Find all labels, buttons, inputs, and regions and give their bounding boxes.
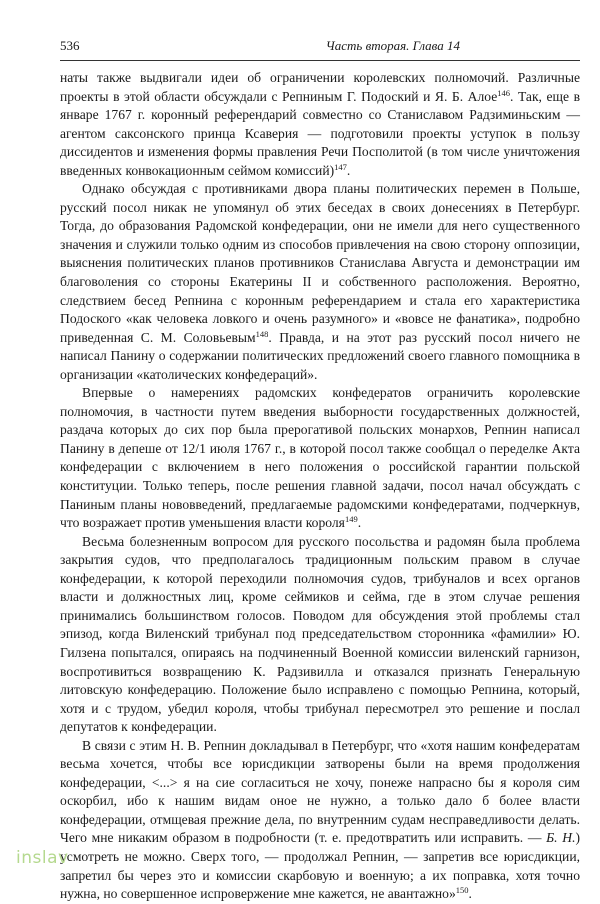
- italic-text: Б. Н.: [546, 830, 576, 846]
- text-run: Однако обсуждая с противниками двора планы политических перемен в Польше, русский посол никак не упомянул об этих беседах в своих донесениях в Петербург. Тогда, до образования Радомской конфедерации, они не имели для него существенного значения и служили только одним из способов привлечения на свою сторону оппозиции, выяснения политических планов противников Станислава Августа и демонстрации им благоволения со стороны Екатерины II и собственного расположения. Вероятно, следствием бесед Репнина с коронным референдарием и стала его характеристика Подоского «как человека ловкого и очень разумного» и «вовсе не фанатика», подробно приведенная С. М. Соловьевым: [60, 181, 580, 345]
- footnote-ref: 150: [455, 885, 469, 896]
- text-run: ) усмотреть не можно. Сверх того, — продолжал Репнин, — запретив все юрисдикции, запретил бы через это и комиссии скарбовую и военную; а их поправка, хотя точно нужна, но совершенное испровержение мне кажется, не авантажно»: [60, 830, 581, 902]
- text-run: Впервые о намерениях радомских конфедератов ограничить королевские полномочия, в частности путем введения выборности государственных должностей, раздача которых до сих пор была прерогативой польских монархов, Репнин написал Панину в депеше от 12/1 июля 1767 г., в которой посол также сообщал о переделке Акта конфедерации с включением в него положения о российской гарантии польской конституции. Только теперь, после решения главной задачи, посол начал обсуждать с Паниным планы нововведений, предлагаемые радомскими конфедератами, подчеркнув, что возражает против уменьшения власти короля: [60, 385, 580, 531]
- text-run: Весьма болезненным вопросом для русского посольства и радомян была проблема закрытия судов, что предполагалось традиционным польским правом в случае конфедерации, к которой переходили полномочия судов, трибуналов и всех органов власти и должностных лиц, кроме сеймиков и сейма, где в этом случае решения принимались большинством голосов. Поводом для обсуждения этой проблемы стал эпизод, когда Виленский трибунал под председательством сторонника «фамилии» Ю. Гилзена попытался, опираясь на подчиненный Военной комиссии виленский гарнизон, воспротивиться возвращению К. Радзивилла и отказался признать Генеральную литовскую конфедерацию. Положение было исправлено с помощью Репнина, который, хотя и с трудом, убедил короля, чтобы трибунал пересмотрел это решение и послал депутатов к конфедерации.: [60, 533, 580, 735]
- paragraph: [60, 533, 580, 737]
- footnote-ref: 149: [344, 514, 358, 525]
- paragraph: [60, 384, 580, 532]
- running-head: [60, 38, 580, 61]
- footnote-ref: 146: [497, 87, 511, 98]
- footnote-ref: 147: [334, 161, 347, 172]
- paragraph: [60, 69, 580, 180]
- footnote-ref: 148: [255, 328, 269, 339]
- text-run: . Правда, и на этот раз русский посол ничего не написал Панину о содержании политических предложений своего главного помощника в организации «католических конфедераций».: [60, 329, 580, 382]
- book-page: [60, 38, 580, 904]
- page-number: 536: [60, 38, 80, 53]
- watermark: inslav: [16, 848, 69, 868]
- text-run: .: [346, 162, 351, 178]
- text-run: В связи с этим Н. В. Репнин докладывал в Петербург, что «хотя нашим конфедератам весьма хочется, чтобы все юрисдикции затворены были на время продолжения конфедерации, <...> я на сие согласиться не хочу, понеже напрасно бы я короля сим оскорбил, ибо к нашим видам оное не нужно, а только дало б более власти конфедерации, отмщевая прежние дела, по внутренним судам несправедливости делать. Чего мне никаким образом в подробности (т. е. предотвратить или исправить. —: [60, 737, 580, 846]
- paragraph: [60, 737, 580, 904]
- text-run: .: [357, 515, 362, 531]
- text-run: .: [468, 886, 472, 902]
- text-run: . Так, еще в январе 1767 г. коронный референдарий совместно со Станиславом Радзиминьским — агентом саксонского принца Ксаверия — подготовили проекты уступок в пользу диссидентов и изменения формы правления Речи Посполитой (в том числе уничтожения введенных конвокационным сеймом комиссий): [60, 88, 580, 178]
- text-run: наты также выдвигали идеи об ограничении королевских полномочий. Различные проекты в этой области обсуждали с Репниным Г. Подоский и Я. Б. Алое: [60, 70, 580, 104]
- running-title: Часть вторая. Глава 14: [325, 38, 460, 53]
- paragraph: [60, 180, 580, 384]
- body-text: [60, 69, 580, 904]
